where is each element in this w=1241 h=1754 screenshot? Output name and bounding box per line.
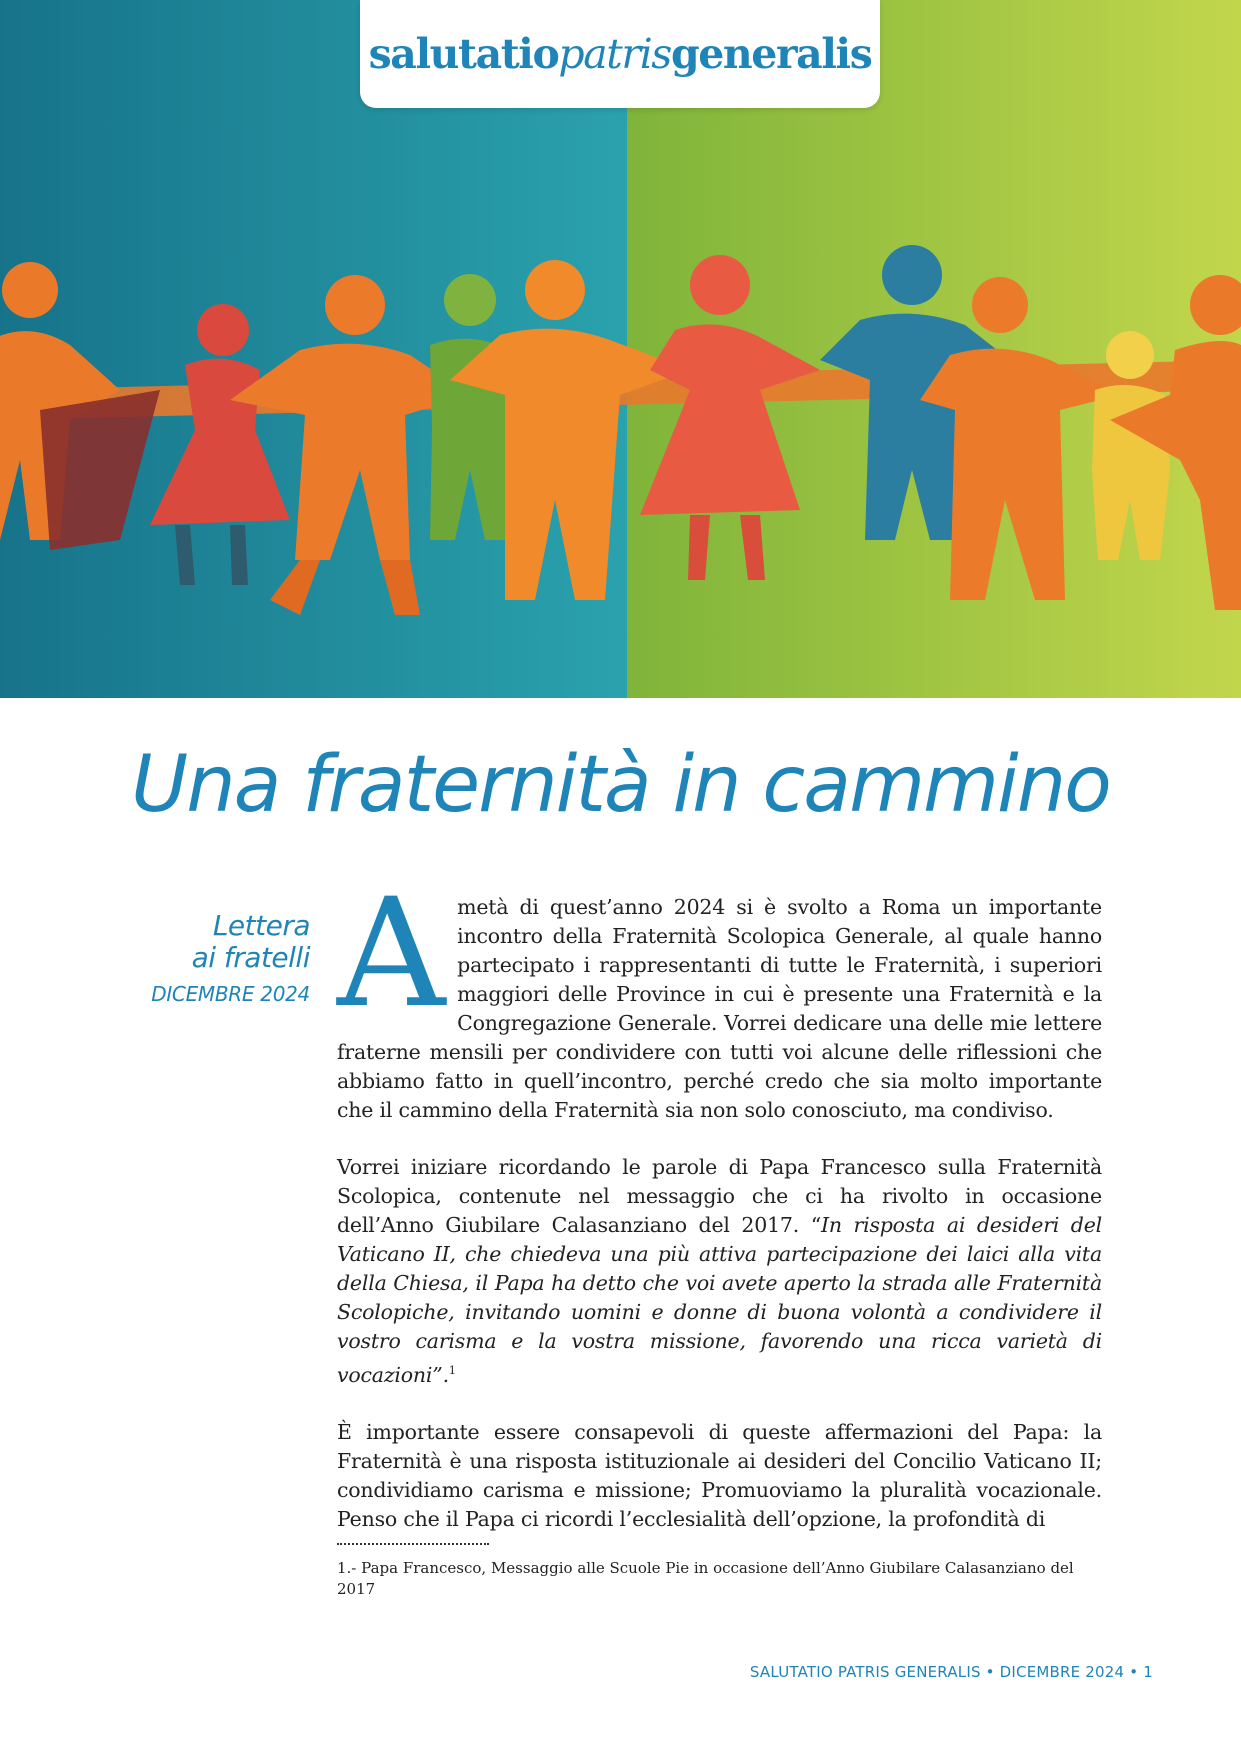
side-line-2: ai fratelli: [191, 941, 310, 974]
article-body: [337, 867, 1102, 1562]
side-line-1: Lettera: [212, 909, 310, 942]
masthead-logo: salutatiopatrisgeneralis: [368, 30, 872, 78]
page-footer: SALUTATIO PATRIS GENERALIS • DICEMBRE 2024 • 1: [749, 1663, 1153, 1681]
masthead: [360, 0, 880, 108]
papal-quote: In risposta ai desideri del Vaticano II, che chiedeva una più attiva partecipazione dei laici alla vita della Chiesa, il Papa ha detto che voi avete aperto la strada alle Fraternità Scolopiche, invitando uomini e donne di buona volontà a condividere il vostro carisma e la vostra missione, favorendo una ricca varietà di vocazioni”.: [337, 1213, 1102, 1387]
side-note: [151, 910, 310, 1006]
footnote-separator: [337, 1543, 489, 1545]
paragraph-3: È importante essere consapevoli di queste affermazioni del Papa: la Fraternità è una risposta istituzionale ai desideri del Concilio Vaticano II; condividiamo carisma e missione; Promuoviamo la pluralità vocazionale. Penso che il Papa ci ricordi l’ecclesialità dell’opzione, la profondità di: [337, 1419, 1102, 1531]
paragraph-2: Vorrei iniziare ricordando le parole di Papa Francesco sulla Fraternità Scolopica, contenute nel messaggio che ci ha rivolto in occasione dell’Anno Giubilare Calasanziano del 2017. “In risposta ai desideri del Vaticano II, che chiedeva una più attiva partecipazione dei laici alla vita della Chiesa, il Papa ha detto che voi avete aperto la strada alle Fraternità Scolopiche, invitando uomini e donne di buona volontà a condividere il vostro carisma e la vostra missione, favorendo una ricca varietà di vocazioni”.$^1$: [337, 1155, 1102, 1387]
side-date: DICEMBRE 2024: [151, 982, 310, 1006]
paragraph-1: A metà di quest’anno 2024 si è svolto a Roma un importante incontro della Fraternità Scolopica Generale, al quale hanno partecipato i rappresentanti di tutte le Fraternità, i superiori maggiori delle Province in cui è presente una Fraternità e la Congregazione Generale. Vorrei dedicare una delle mie lettere fraterne mensili per condividere con tutti voi alcune delle riflessioni che abbiamo fatto in quell’incontro, perché credo che sia molto importante che il cammino della Fraternità sia non solo conosciuto, ma condiviso.: [337, 867, 1102, 1122]
dropcap: A: [337, 867, 446, 1041]
article-title: Una fraternità in cammino: [131, 740, 1110, 830]
footnote: 1.- Papa Francesco, Messaggio alle Scuole Pie in occasione dell’Anno Giubilare Calasanziano del 2017: [337, 1559, 1074, 1598]
footnote-ref: 1: [448, 1364, 456, 1377]
